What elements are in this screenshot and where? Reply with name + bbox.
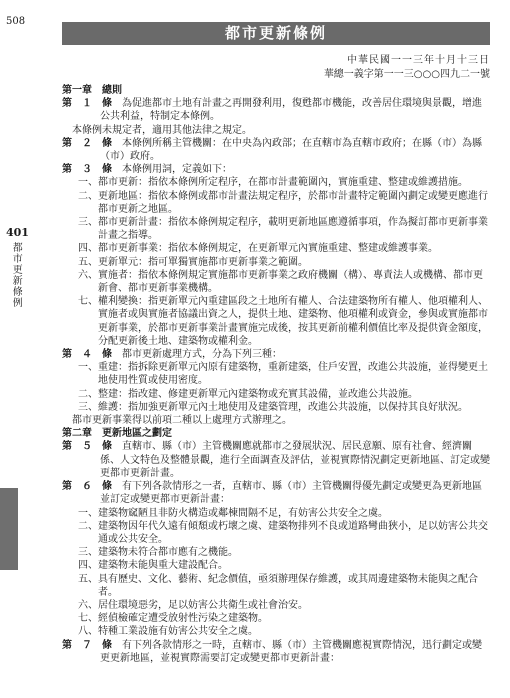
enactment-date: 中華民國一一三年十月十三日 (347, 55, 490, 66)
article-number: 第 １ 條 (62, 98, 112, 110)
article-number: 第 ３ 條 (62, 164, 112, 176)
list-item: 一、建築物窳陋且非防火構造或鄰棟間隔不足，有妨害公共安全之虞。 (78, 507, 388, 519)
article-number: 第 ７ 條 (62, 639, 112, 651)
article (62, 440, 490, 480)
list-item: 七、經偵檢確定遭受放射性污染之建築物。 (78, 613, 268, 625)
article (62, 480, 490, 506)
enactment-ref: 華總一義字第一一三○○○四九二一號 (323, 69, 490, 80)
article-text: 有下列各款情形之一時，直轄市、縣（市）主管機關應視實際情況，迅行劃定或變更更新地區，並視實際需要訂定或變更都市更新計畫： (100, 639, 482, 664)
side-tab (6, 226, 29, 312)
article-text: 本條例所稱主管機關：在中央為內政部；在直轄市為直轄市政府；在縣（市）為縣（市）政府。 (100, 137, 482, 163)
list-item: 五、具有歷史、文化、藝術、紀念價值，亟須辦理保存維護，或其周邊建築物未能與之配合者。 (78, 573, 478, 598)
law-body (62, 84, 490, 665)
article (62, 97, 490, 123)
article-number: 第 ４ 條 (62, 349, 112, 361)
chapter-heading: 第二章 更新地區之劃定 (62, 428, 172, 440)
list-item: 三、都市更新計畫：指依本條例規定程序，載明更新地區應遵循事項，作為擬訂都市更新事業計畫之指導。 (78, 217, 488, 242)
list-item: 五、更新單元：指可單獨實施都市更新事業之範圍。 (78, 256, 308, 268)
article-text: 為促進都市土地有計畫之再開發利用，復甦都市機能，改善居住環境與景觀，增進公共利益，特制定本條例。 (100, 98, 482, 123)
list-item: 三、建築物未符合都市應有之機能。 (78, 547, 238, 559)
list-item: 二、建築物因年代久遠有傾頹或朽壞之虞、建築物排列不良或道路彎曲狹小，足以妨害公共交通或公共安全。 (78, 520, 488, 545)
list-item: 一、重建：指拆除更新單元內原有建築物，重新建築，住戶安置，改進公共設施，並得變更土地使用性質或使用密度。 (78, 362, 488, 387)
article-text: 直轄市、縣（市）主管機關應就都市之發展狀況、居民意願、原有社會、經濟關係、人文特色及整體景觀，進行全面調查及評估，並視實際情況劃定更新地區、訂定或變更都市更新計畫。 (100, 441, 490, 479)
page-number: 508 (6, 16, 26, 27)
side-tab-number: 401 (6, 226, 29, 239)
article (62, 137, 490, 163)
article (62, 639, 490, 665)
list-item: 七、權利變換：指更新單元內重建區段之土地所有權人、合法建築物所有權人、他項權利人、實施者或與實施者協議出資之人，提供土地、建築物、他項權利或資金，參與或實施都市更新事業，於都市更新事業計畫實施完成後，按其更新前權利價值比率及提供資金額度，分配更新後土地、建築物或權利金。 (78, 296, 488, 347)
list-item: 二、整建：指改建、修建更新單元內建築物或充實其設備，並改進公共設施。 (78, 388, 418, 400)
list-item: 三、維護：指加強更新單元內土地使用及建築管理，改進公共設施，以保持其良好狀況。 (78, 401, 468, 413)
paragraph: 本條例未規定者，適用其他法律之規定。 (72, 124, 252, 136)
side-tab-label: 都市更新條例 (10, 241, 22, 308)
thumb-index-block (0, 488, 18, 570)
list-item: 八、特種工業設施有妨害公共安全之虞。 (78, 626, 258, 638)
article (62, 348, 490, 361)
list-item: 四、建築物未能與重大建設配合。 (78, 560, 228, 572)
article-number: 第 ５ 條 (62, 441, 112, 453)
list-item: 六、實施者：指依本條例規定實施都市更新事業之政府機關（構）、專責法人或機構、都市更新會、都市更新事業機構。 (78, 269, 483, 295)
page-title: 都市更新條例 (62, 22, 490, 45)
article-text: 有下列各款情形之一者，直轄市、縣（市）主管機關得優先劃定或變更為更新地區並訂定或變更都市更新計畫： (100, 481, 482, 506)
list-item: 一、都市更新：指依本條例所定程序，在都市計畫範圍內，實施重建、整建或維護措施。 (78, 177, 468, 189)
list-item: 四、都市更新事業：指依本條例規定，在更新單元內實施重建、整建或維護事業。 (78, 243, 438, 255)
paragraph: 都市更新事業得以前項二種以上處理方式辦理之。 (72, 415, 292, 427)
list-item: 六、居住環境惡劣，足以妨害公共衛生或社會治安。 (78, 599, 308, 611)
article-text: 本條例用詞，定義如下： (122, 164, 232, 176)
article (62, 163, 490, 176)
chapter-heading: 第一章 總則 (62, 85, 122, 96)
article-number: 第 ２ 條 (62, 137, 112, 149)
list-item: 二、更新地區：指依本條例或都市計畫法規定程序，於都市計畫特定範圍內劃定或變更應進行都市更新之地區。 (78, 190, 488, 215)
article-number: 第 ６ 條 (62, 481, 112, 493)
article-text: 都市更新處理方式，分為下列三種： (122, 349, 282, 361)
